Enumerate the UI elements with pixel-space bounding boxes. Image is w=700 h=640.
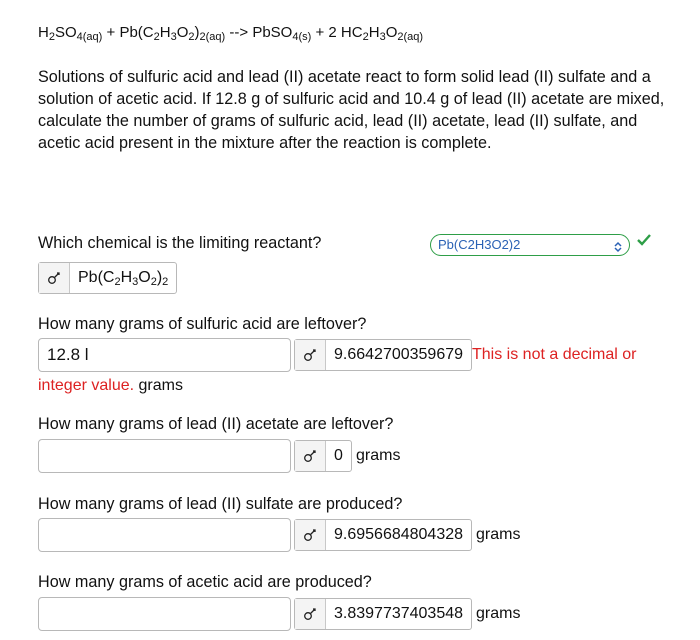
key-icon[interactable] xyxy=(295,340,326,370)
lead-sulfate-produced-answer[interactable] xyxy=(294,519,472,551)
problem-statement: Solutions of sulfuric acid and lead (II) acetate react to form solid lead (II) sulfate and a solution of acetic acid. If 12.8 g of sulfuric acid and 10.4 g of lead (II) acetate are mixed, calculate the number of grams of sulfuric acid, lead (II) acetate, lead (II) sulfate, and acetic acid present in the mixture after the reaction is complete. xyxy=(38,68,665,152)
answer-value: 9.6642700359679 xyxy=(334,346,464,363)
answer-value: 3.8397737403548 xyxy=(334,605,464,622)
lead-sulfate-produced-input[interactable] xyxy=(38,518,291,552)
checkmark-icon xyxy=(636,232,652,253)
question-sulfuric-leftover: How many grams of sulfuric acid are leftover? xyxy=(38,315,367,333)
lead-acetate-leftover-answer[interactable] xyxy=(294,440,352,472)
acetic-acid-produced-input[interactable] xyxy=(38,597,291,631)
select-chevron-icon xyxy=(613,239,623,258)
error-message-tail: integer value. xyxy=(38,377,135,394)
limiting-reactant-select[interactable] xyxy=(430,234,630,256)
question-acetic-acid-produced: How many grams of acetic acid are produced? xyxy=(38,573,372,591)
key-icon[interactable] xyxy=(295,441,326,471)
unit-label: grams xyxy=(138,377,183,394)
answer-formula: $Pb(C_2H_3O_2)_2$ xyxy=(78,269,169,288)
unit-label: grams xyxy=(356,447,401,464)
limiting-reactant-answer[interactable] xyxy=(38,262,177,294)
error-message-line1: This is not a decimal or xyxy=(472,346,637,363)
lead-acetate-leftover-input[interactable] xyxy=(38,439,291,473)
key-icon[interactable] xyxy=(295,599,326,629)
question-lead-acetate-leftover: How many grams of lead (II) acetate are leftover? xyxy=(38,415,394,433)
sulfuric-leftover-answer[interactable] xyxy=(294,339,472,371)
answer-value: 0 xyxy=(334,447,343,464)
answer-value: 9.6956684804328 xyxy=(334,526,464,543)
sulfuric-leftover-input[interactable]: 12.8 l xyxy=(38,338,291,372)
unit-label: grams xyxy=(476,605,521,622)
key-icon[interactable] xyxy=(295,520,326,550)
select-value: Pb(C2H3O2)2 xyxy=(438,237,521,252)
chemical-equation: $H_2SO_{4(aq)} + Pb(C_2H_3O_2)_{2(aq)}$ --> PbSO$_{4(s)}$ + 2 $HC_2H_3O_{2(aq)}$ xyxy=(38,24,424,43)
key-icon[interactable] xyxy=(39,263,70,293)
unit-label: grams xyxy=(476,526,521,543)
error-message-line2 xyxy=(38,377,183,395)
question-lead-sulfate-produced: How many grams of lead (II) sulfate are produced? xyxy=(38,495,403,513)
question-limiting-reactant: Which chemical is the limiting reactant? xyxy=(38,234,322,252)
acetic-acid-produced-answer[interactable] xyxy=(294,598,472,630)
